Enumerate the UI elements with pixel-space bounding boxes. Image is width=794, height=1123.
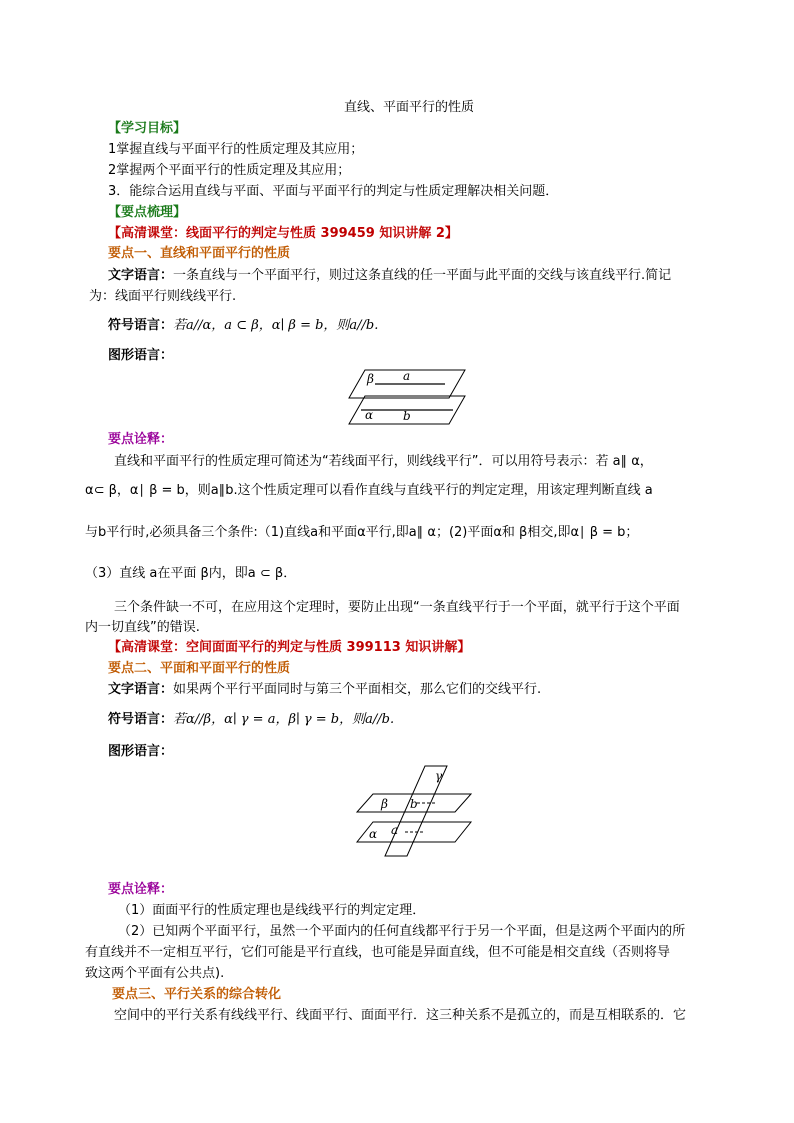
point2-heading: 要点二、平面和平面平行的性质 xyxy=(108,661,291,676)
outline-heading: 【要点梳理】 xyxy=(108,205,187,220)
point3-line-1: 空间中的平行关系有线线平行、线面平行、面面平行．这三种关系不是孤立的，而是互相联系的．它 xyxy=(114,1008,687,1023)
point1-text-label: 文字语言： xyxy=(108,268,174,283)
fig2-label-beta: β xyxy=(381,797,388,811)
fig1-label-beta: β xyxy=(367,372,374,386)
note1-line-1: 直线和平面平行的性质定理可简述为“若线面平行，则线线平行”．可以用符号表示：若 a∥ α， xyxy=(114,454,653,469)
goal-item-1: 1掌握直线与平面平行的性质定理及其应用； xyxy=(108,142,364,157)
class-note-1: 【高清课堂：线面平行的判定与性质 399459 知识讲解 2】 xyxy=(108,226,458,241)
fig1-label-a: a xyxy=(403,369,411,383)
goals-heading: 【学习目标】 xyxy=(108,121,187,136)
fig2-label-b: b xyxy=(410,797,418,811)
note1-line-2: α⊂ β，α∣ β = b，则a∥b.这个性质定理可以看作直线与直线平行的判定定理，用该定理判断直线 a xyxy=(85,483,653,498)
point1-text-body: 一条直线与一个平面平行，则过这条直线的任一平面与此平面的交线与该直线平行.简记 xyxy=(173,268,672,283)
note1-line-5: 三个条件缺一不可，在应用这个定理时，要防止出现“一条直线平行于一个平面，就平行于这个平面 xyxy=(114,600,680,615)
fig2-label-a: a xyxy=(391,823,399,837)
fig2-label-gamma: γ xyxy=(435,769,443,783)
point1-text-body-2: 为：线面平行则线线平行. xyxy=(89,289,237,304)
goal-item-3: 3．能综合运用直线与平面、平面与平面平行的判定与性质定理解决相关问题． xyxy=(108,184,559,199)
point1-symbol-body: 若a//α，a ⊂ β，α∣ β = b，则a//b. xyxy=(173,318,379,333)
note1-heading: 要点诠释： xyxy=(108,432,174,447)
goal-item-2: 2掌握两个平面平行的性质定理及其应用； xyxy=(108,163,351,178)
note2-line-3: 有直线并不一定相互平行，它们可能是平行直线，也可能是异面直线，但不可能是相交直线（否则将导 xyxy=(85,945,671,960)
point2-text-body: 如果两个平行平面同时与第三个平面相交，那么它们的交线平行. xyxy=(173,682,542,697)
note2-line-1: （1）面面平行的性质定理也是线线平行的判定定理． xyxy=(118,903,426,918)
note1-line-3: 与b平行时,必须具备三个条件:（1)直线a和平面α平行,即a∥ α；(2)平面α和 β相交,即α∣ β = b； xyxy=(85,525,639,540)
point3-heading: 要点三、平行关系的综合转化 xyxy=(112,987,282,1002)
fig1-label-b: b xyxy=(403,409,411,423)
plane-plane-parallel-figure xyxy=(355,762,473,858)
note1-line-4: （3）直线 a在平面 β内，即a ⊂ β． xyxy=(85,566,297,581)
point2-text-label: 文字语言： xyxy=(108,682,174,697)
line-plane-parallel-figure xyxy=(345,366,470,430)
point1-symbol-line xyxy=(108,316,378,336)
point1-figure-label: 图形语言： xyxy=(108,348,174,363)
point2-symbol-body: 若α//β，α∣ γ = a，β∣ γ = b，则a//b. xyxy=(173,712,395,727)
point2-symbol-line xyxy=(108,710,394,730)
point2-text-line xyxy=(108,680,541,700)
note2-heading: 要点诠释： xyxy=(108,882,174,897)
note2-line-2: （2）已知两个平面平行，虽然一个平面内的任何直线都平行于另一个平面，但是这两个平面内的所 xyxy=(118,924,686,939)
point1-heading: 要点一、直线和平面平行的性质 xyxy=(108,246,291,261)
class-note-2: 【高清课堂：空间面面平行的判定与性质 399113 知识讲解】 xyxy=(108,640,471,655)
fig1-label-alpha: α xyxy=(365,408,374,422)
fig2-label-alpha: α xyxy=(369,827,378,841)
page-title: 直线、平面平行的性质 xyxy=(344,100,475,115)
point2-figure-label: 图形语言： xyxy=(108,744,174,759)
note1-line-6: 内一切直线”的错误. xyxy=(85,620,200,635)
point2-symbol-label: 符号语言： xyxy=(108,712,174,727)
note2-line-4: 致这两个平面有公共点). xyxy=(85,966,225,981)
point1-symbol-label: 符号语言： xyxy=(108,318,174,333)
point1-text-line xyxy=(108,266,671,286)
